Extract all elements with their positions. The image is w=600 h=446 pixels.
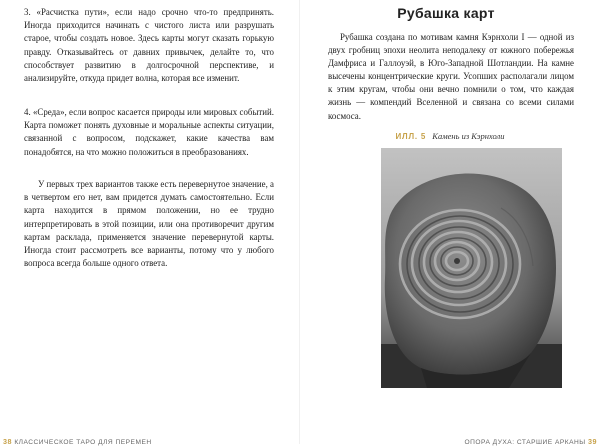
book-gutter bbox=[299, 0, 300, 444]
body-paragraph: У первых трех вариантов также есть перевернутое значение, а в четвертом его нет, вам придется думать самостоятельно. Если карта находится в прямом положении, но ее трудно интерпретировать в этой позиции, или она противоречит другим картам расклада, применяется значение перевернутой карты. Иногда стоит рассмотреть все варианты, потому что у любого вопроса всегда больше одного ответа. bbox=[24, 179, 274, 269]
running-title-right: ОПОРА ДУХА: СТАРШИЕ АРКАНЫ bbox=[464, 439, 586, 446]
carved-stone-photo bbox=[381, 148, 562, 388]
figure-caption-text: Камень из Кэрнхоли bbox=[432, 131, 505, 141]
list-item-3: 3. «Расчистка пути», если надо срочно что-то предпринять. Иногда приходится начинать с чистого листа или разрушать старое, чтобы создать новое. Здесь карты могут сказать горькую правду. Отказывайтесь от давних привычек, делайте то, что способствует развитию в долгосрочной перспективе, и анализируйте, откуда придет волна, которая все изменит. bbox=[24, 7, 274, 84]
page-number-left: 38 bbox=[3, 437, 12, 446]
figure-caption bbox=[330, 131, 570, 141]
footer-left bbox=[3, 437, 152, 446]
running-title-left: КЛАССИЧЕСКОЕ ТАРО ДЛЯ ПЕРЕМЕН bbox=[14, 439, 152, 446]
page-number-right: 39 bbox=[588, 437, 597, 446]
footer-right bbox=[464, 437, 597, 446]
section-paragraph: Рубашка создана по мотивам камня Кэрнхоли I — одной из двух гробниц эпохи неолита неподалеку от южного побережья Дамфриса и Галлоуэй, в Юго-Западной Шотландии. На камне высечены концентрические круги. Усопших располагали лицом к этим кругам, чтобы они вечно помнили о том, что каждая жизнь — компендий Вселенной и связана со всеми силами космоса. bbox=[328, 32, 574, 121]
figure-label: ИЛЛ. 5 bbox=[395, 132, 427, 141]
list-item-4: 4. «Среда», если вопрос касается природы или мировых событий. Карта поможет понять духовные и моральные аспекты ситуации, связанной с вопросом, подскажет, какие качества вам понадобятся, на что можно положиться в преобразованиях. bbox=[24, 107, 274, 157]
section-title: Рубашка карт bbox=[397, 5, 495, 21]
